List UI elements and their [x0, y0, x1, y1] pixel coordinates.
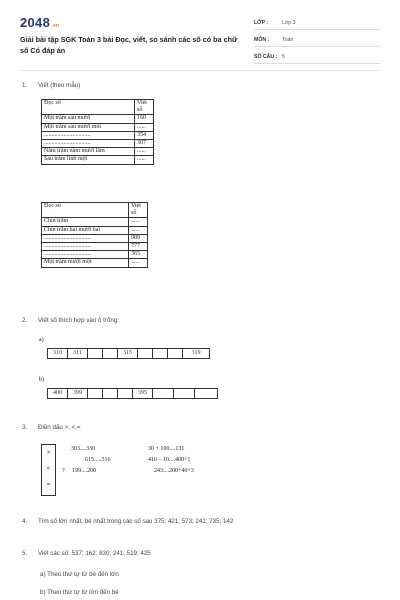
comparison-item[interactable]: 615.....516	[85, 457, 111, 463]
question-number: 5.	[22, 550, 28, 557]
table-header: Đọc số	[42, 203, 129, 218]
sign-option[interactable]: =	[46, 482, 51, 488]
comparison-item[interactable]: 30 + 100....131	[148, 446, 185, 452]
question-text: Tìm số lớn nhất, bé nhất trong các số sau 375; 421; 573; 241; 735; 142	[38, 518, 234, 525]
table-header: Viết số	[129, 203, 148, 218]
meta-value: Lớp 3	[282, 20, 296, 26]
question-text: Viết (theo mẫu)	[38, 82, 81, 89]
table-cell: ......	[129, 218, 148, 226]
table-cell: 365	[129, 251, 148, 259]
number-cell: 399	[68, 389, 88, 398]
q2-b-label: b)	[39, 377, 44, 383]
number-cell: 395	[133, 389, 153, 398]
question-4	[22, 518, 233, 525]
table-cell: ...............................	[42, 251, 129, 259]
meta-row-subject	[254, 34, 380, 47]
question-3	[22, 424, 81, 431]
comparison-item[interactable]: 410 – 10....400+1	[148, 457, 191, 463]
logo-suffix: .vn	[51, 23, 60, 29]
comparison-item[interactable]: 303....330	[71, 446, 95, 452]
q1-table-1	[41, 99, 154, 165]
table-cell: ......	[135, 148, 154, 156]
number-cell: 400	[48, 389, 68, 398]
number-cell[interactable]	[103, 389, 118, 398]
table-cell: ......	[135, 123, 154, 131]
question-text: Viết các số: 537; 162; 830; 241; 519; 425	[38, 550, 151, 557]
question-text: Điền dấu >, <,=	[38, 424, 81, 431]
table-cell: Chín trăm hai mươi hai	[42, 226, 129, 234]
logo-text: 2048	[20, 15, 51, 30]
number-cell[interactable]	[88, 349, 103, 358]
meta-value: Toán	[282, 37, 294, 43]
table-cell: ...............................	[42, 234, 129, 242]
table-cell: 909	[129, 234, 148, 242]
q2-b-number-row	[47, 388, 218, 399]
table-cell: ...............................	[42, 243, 129, 251]
site-logo[interactable]	[20, 15, 59, 30]
question-number: 4.	[22, 518, 28, 525]
page-title: Giải bài tập SGK Toán 3 bài Đọc, viết, so sánh các số có ba chữ số Có đáp án	[20, 35, 238, 55]
header-divider	[20, 70, 380, 71]
meta-panel	[254, 17, 380, 68]
table-header: Đọc số	[42, 100, 135, 115]
table-cell: 354	[135, 131, 154, 139]
meta-value: 5	[282, 54, 285, 60]
question-number: 1.	[22, 82, 28, 89]
table-cell: Một trăm mười một	[42, 259, 129, 267]
question-mark: ?	[62, 468, 65, 474]
question-number: 2.	[22, 317, 28, 324]
q3-left-column	[71, 444, 111, 466]
meta-key: SỐ CÂU :	[254, 54, 278, 60]
number-cell[interactable]	[103, 349, 118, 358]
q1-table-2	[41, 202, 148, 268]
number-cell[interactable]	[88, 389, 103, 398]
q3-right-column	[148, 444, 194, 477]
number-cell[interactable]	[153, 389, 174, 398]
table-cell: ...............................	[42, 131, 135, 139]
q5-part-a: a) Theo thứ tự từ bé đến lớn	[40, 571, 119, 578]
table-cell: 777	[129, 243, 148, 251]
sign-option[interactable]: >	[46, 450, 51, 456]
table-cell: ......	[129, 226, 148, 234]
comparison-item[interactable]: 243....200+40+3	[154, 468, 194, 474]
sign-option[interactable]: <	[46, 466, 51, 472]
question-5	[22, 550, 151, 557]
comparison-item[interactable]: 199....200	[72, 468, 97, 474]
question-text: Viết số thích hợp vào ô trống:	[38, 317, 119, 324]
table-cell: 307	[135, 140, 154, 148]
meta-row-count	[254, 51, 380, 64]
table-cell: Năm trăm năm mươi lăm	[42, 148, 135, 156]
q3-left-last	[62, 466, 96, 477]
table-cell: Một trăm sáu mươi mốt	[42, 123, 135, 131]
meta-key: MÔN :	[254, 37, 270, 43]
number-cell: 311	[68, 349, 88, 358]
question-2	[22, 317, 119, 324]
table-cell: Chín trăm	[42, 218, 129, 226]
table-cell: ......	[129, 259, 148, 267]
number-cell: 319	[191, 350, 201, 356]
meta-row-class	[254, 17, 380, 30]
number-cell: 315	[118, 349, 138, 358]
number-cell[interactable]	[118, 389, 133, 398]
table-cell: 160	[135, 115, 154, 123]
q5-part-b: b) Theo thứ tự từ lớn đến bé	[40, 589, 119, 596]
question-number: 3.	[22, 424, 28, 431]
meta-key: LỚP :	[254, 20, 269, 26]
table-cell: Một trăm sáu mươi	[42, 115, 135, 123]
table-header: Viết số	[135, 100, 154, 115]
question-1	[22, 82, 80, 89]
number-cell[interactable]	[153, 349, 168, 358]
table-cell: ...............................	[42, 140, 135, 148]
table-cell: ......	[135, 156, 154, 164]
number-cell[interactable]	[174, 389, 195, 398]
number-cell[interactable]	[168, 349, 183, 358]
number-cell[interactable]	[138, 349, 153, 358]
q3-sign-box	[41, 444, 56, 496]
q2-a-label: a)	[39, 337, 44, 343]
number-cell: 310	[48, 349, 68, 358]
number-cell[interactable]	[195, 389, 217, 398]
q2-a-number-row	[47, 348, 210, 359]
table-cell: Sáu trăm linh một	[42, 156, 135, 164]
